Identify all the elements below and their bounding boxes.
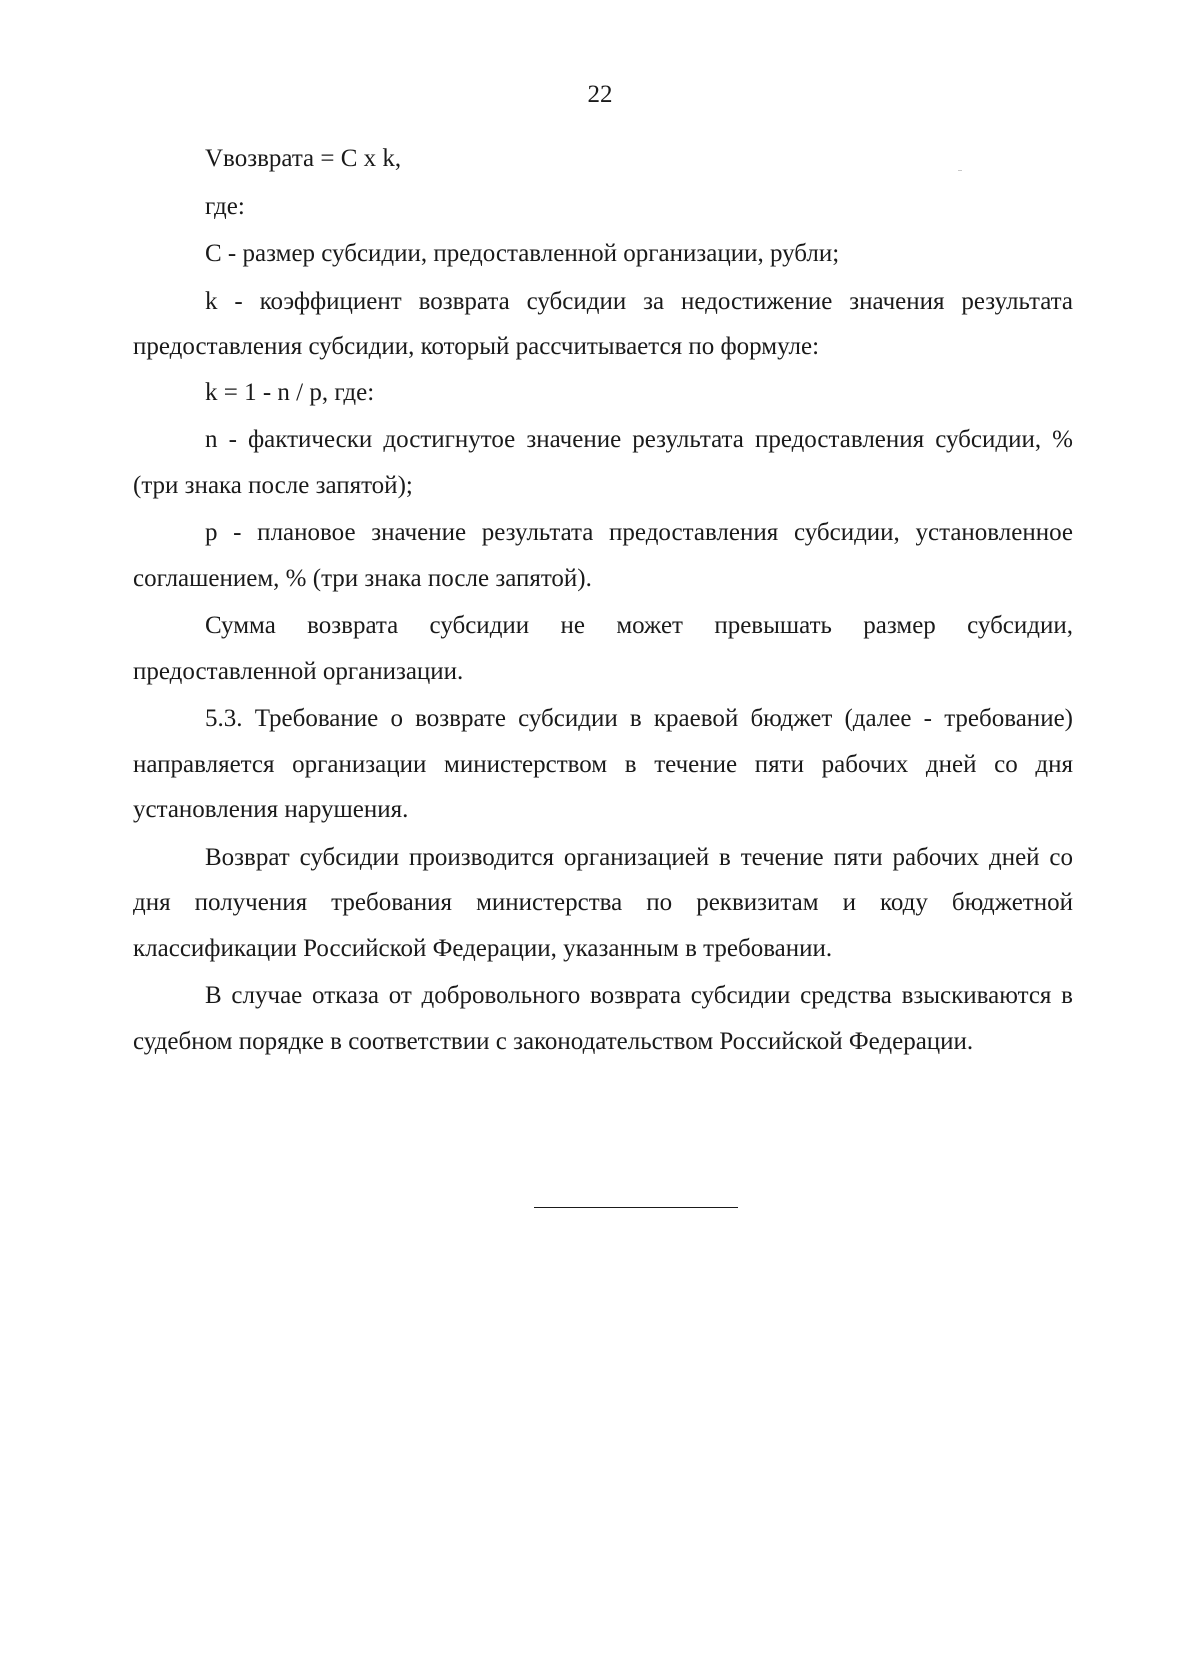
formula-v-return: Vвозврата = C x k, [205,145,402,172]
definition-n: n - фактически достигнутое значение результата предоставления субсидии, % (три знака после запятой); [133,426,1073,499]
paragraph-return-limit: Сумма возврата субсидии не может превышать размер субсидии, предоставленной организации. [133,612,1073,685]
formula-k: k = 1 - n / p, где: [205,378,375,406]
definition-k: k - коэффициент возврата субсидии за недостижение значения результата предоставления субсидии, который рассчитывается по формуле: [133,287,1073,360]
document-body [133,136,1073,1064]
definition-c: C - размер субсидии, предоставленной организации, рубли; [205,240,840,267]
definition-p: p - плановое значение результата предоставления субсидии, установленное соглашением, % (три знака после запятой). [133,519,1073,592]
where-label: где: [205,192,245,220]
paragraph-return-procedure: Возврат субсидии производится организацией в течение пяти рабочих дней со дня получения требования министерства по реквизитам и коду бюджетной классификации Российской Федерации, указанным в требовании. [133,843,1073,962]
paragraph-court-recovery: В случае отказа от добровольного возврата субсидии средства взыскиваются в судебном порядке в соответствии с законодательством Российской Федерации. [133,982,1073,1055]
end-of-document-rule [534,1207,738,1208]
paragraph-5-3: 5.3. Требование о возврате субсидии в краевой бюджет (далее - требование) направляется организации министерством в течение пяти рабочих дней со дня установления нарушения. [133,705,1073,823]
page-number: 22 [587,81,613,108]
